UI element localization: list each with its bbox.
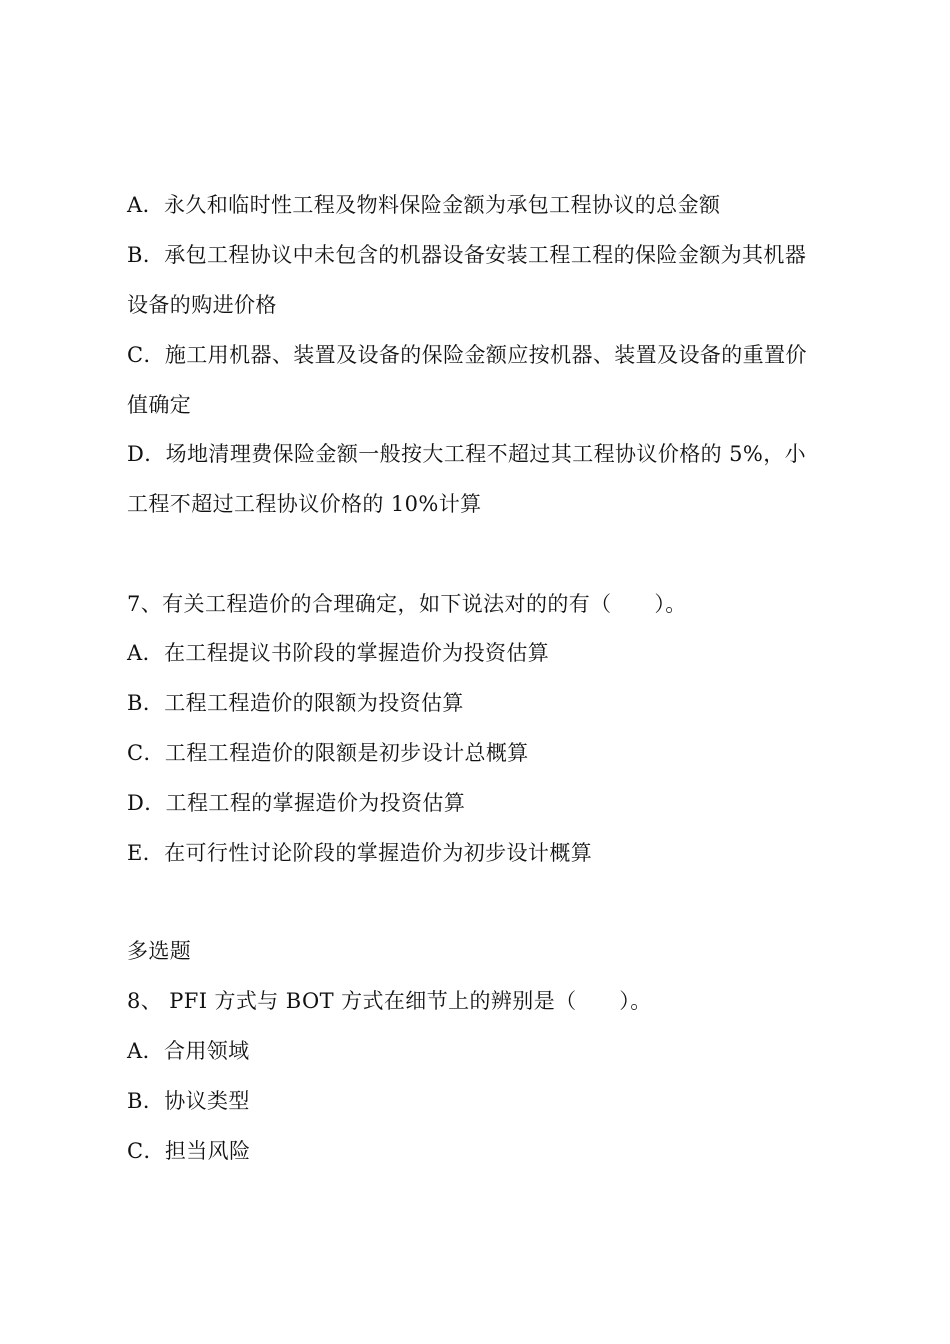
section-label-multiple-choice: 多选题 [127, 939, 192, 963]
q6-option-d-line2: 工程不超过工程协议价格的 10%计算 [127, 492, 482, 516]
q7-option-e: E．在可行性讨论阶段的掌握造价为初步设计概算 [127, 841, 593, 865]
q8-option-c: C．担当风险 [127, 1139, 251, 1163]
q7-option-c: C．工程工程造价的限额是初步设计总概算 [127, 741, 529, 765]
q7-option-b: B．工程工程造价的限额为投资估算 [127, 691, 464, 715]
question-8: 8、 PFI 方式与 BOT 方式在细节上的辨别是（ ）。 [127, 989, 652, 1013]
q6-option-c-line1: C．施工用机器、装置及设备的保险金额应按机器、装置及设备的重置价 [127, 343, 807, 367]
q6-option-a: A．永久和临时性工程及物料保险金额为承包工程协议的总金额 [127, 193, 721, 217]
q8-option-b: B．协议类型 [127, 1089, 250, 1113]
q6-option-d-line1: D．场地清理费保险金额一般按大工程不超过其工程协议价格的 5%，小 [127, 442, 807, 466]
q7-option-d: D．工程工程的掌握造价为投资估算 [127, 791, 466, 815]
q7-option-a: A．在工程提议书阶段的掌握造价为投资估算 [127, 641, 550, 665]
q6-option-b-line1: B．承包工程协议中未包含的机器设备安装工程工程的保险金额为其机器 [127, 243, 807, 267]
q6-option-b-line2: 设备的购进价格 [127, 293, 277, 317]
q8-option-a: A．合用领域 [127, 1039, 250, 1063]
question-7: 7、有关工程造价的合理确定，如下说法对的的有（ ）。 [127, 592, 687, 616]
q6-option-c-line2: 值确定 [127, 393, 192, 417]
